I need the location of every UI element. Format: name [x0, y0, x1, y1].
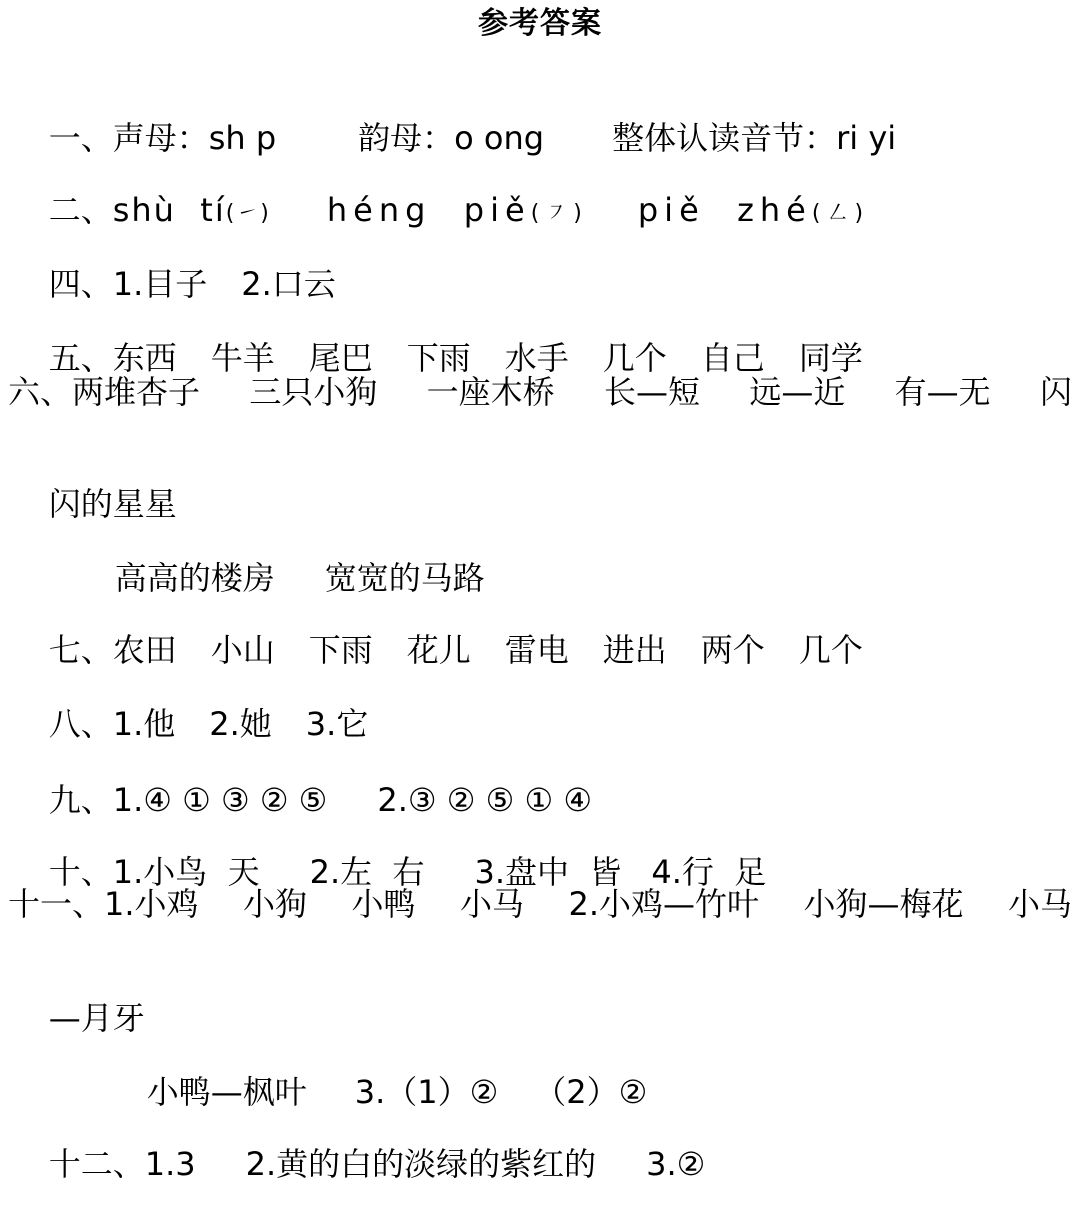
answer-group: 小鸭: [351, 885, 416, 923]
answer-group: [8, 372, 200, 412]
answer-group: 下雨: [308, 631, 373, 669]
answer-group: 声母：sh p: [112, 119, 277, 157]
answer-group: 2.小鸡—竹叶: [568, 885, 760, 923]
answer-line-5: [8, 298, 863, 377]
answer-group: 下雨: [406, 339, 471, 377]
answer-line-7: [8, 590, 863, 669]
page-title: 参考答案: [478, 6, 602, 41]
answer-group: 3.盘中 皆: [474, 853, 622, 891]
answer-group: 2.左 右: [309, 853, 425, 891]
answer-group: 小狗—梅花: [803, 885, 964, 923]
answer-group: 自己: [700, 339, 765, 377]
answer-group: 闪的星星: [48, 485, 177, 523]
answer-group: 1.小鸟 天: [112, 853, 260, 891]
answer-group: 进出: [602, 631, 667, 669]
answer-group: 整体认读音节：ri yi: [612, 119, 897, 157]
line-prefix: 十一、: [8, 885, 105, 923]
answer-group: 2.黄的白的淡绿的紫红的: [245, 1145, 597, 1183]
answer-group: 花儿: [406, 631, 471, 669]
answer-group: （2）②: [534, 1073, 648, 1111]
answer-line-10: [8, 812, 767, 891]
answer-group: 同学: [798, 339, 863, 377]
stroke-symbol: (㇇): [530, 201, 588, 226]
line-prefix: 十二、: [48, 1145, 145, 1183]
answer-group: 水手: [504, 339, 569, 377]
answer-line-2: [8, 150, 870, 229]
answer-group: 1.3: [144, 1145, 196, 1183]
pinyin-text: shù tí: [112, 191, 226, 229]
answer-group: 2.③ ② ⑤ ① ④: [377, 781, 593, 819]
answer-line-6-indent: [74, 518, 485, 597]
answer-group: 小鸭—枫叶: [146, 1073, 307, 1111]
answer-text: 两堆杏子: [72, 373, 201, 411]
answer-group: 3.②: [646, 1145, 706, 1183]
answer-group: 长—短: [604, 373, 701, 411]
answer-group: 牛羊: [210, 339, 275, 377]
answer-group: 3.它: [305, 705, 369, 743]
stroke-symbol: (㇀): [225, 201, 271, 226]
answer-text: 1.小鸡: [104, 885, 199, 923]
answer-group: 有—无: [894, 373, 991, 411]
answer-group: 1.④ ① ③ ② ⑤: [112, 781, 328, 819]
answer-group: 3.（1）②: [354, 1073, 499, 1111]
answer-group: [327, 190, 588, 234]
answer-group: 农田: [112, 631, 177, 669]
answer-group: [638, 190, 869, 234]
answer-line-11: [8, 884, 1072, 924]
answer-group: 小山: [210, 631, 275, 669]
answer-group: 1.他: [112, 705, 176, 743]
answer-group: 宽宽的马路: [324, 559, 485, 597]
answer-group: 闪: [1039, 373, 1072, 411]
answer-line-6: [8, 372, 1072, 412]
line-prefix: 一、: [48, 119, 113, 157]
answer-group: 三只小狗: [249, 373, 378, 411]
answer-line-9: [8, 740, 593, 819]
answer-group: [8, 884, 199, 924]
answer-line-11-indent: [106, 1032, 648, 1111]
answer-group: 东西: [112, 339, 177, 377]
answer-group: 几个: [602, 339, 667, 377]
answer-line-1: [8, 78, 897, 157]
answer-group: 2.口云: [241, 265, 336, 303]
answer-group: 小马: [1007, 885, 1072, 923]
answer-group: 1.目子: [112, 265, 208, 303]
answer-line-4: [8, 224, 336, 303]
answer-group: 4.行 足: [651, 853, 767, 891]
answer-group: 尾巴: [308, 339, 373, 377]
answer-group: 远—近: [749, 373, 846, 411]
answer-group: —月牙: [48, 999, 145, 1037]
answer-group: 小狗: [243, 885, 308, 923]
line-prefix: 五、: [48, 339, 113, 377]
line-prefix: 四、: [48, 265, 113, 303]
line-prefix: 九、: [48, 781, 113, 819]
pinyin-text: héng piě: [326, 191, 531, 229]
answer-group: 2.她: [209, 705, 272, 743]
answer-group: 高高的楼房: [114, 559, 275, 597]
answer-group: 两个: [700, 631, 765, 669]
pinyin-text: piě zhé: [637, 191, 812, 229]
answer-line-12: [8, 1104, 706, 1183]
line-prefix: 十、: [48, 853, 113, 891]
answer-group: 几个: [798, 631, 863, 669]
answer-group: 雷电: [504, 631, 569, 669]
stroke-symbol: (㇜): [811, 201, 870, 226]
line-prefix: 二、: [48, 191, 113, 229]
line-prefix: 六、: [8, 373, 73, 411]
line-prefix: 七、: [48, 631, 113, 669]
answer-line-6-cont: [8, 444, 177, 523]
answer-group: 一座木桥: [426, 373, 555, 411]
answer-line-8: [8, 664, 369, 743]
answer-group: 韵母：o ong: [358, 119, 545, 157]
answer-group: 小马: [460, 885, 525, 923]
answer-line-11-cont: [8, 958, 145, 1037]
line-prefix: 八、: [48, 705, 113, 743]
